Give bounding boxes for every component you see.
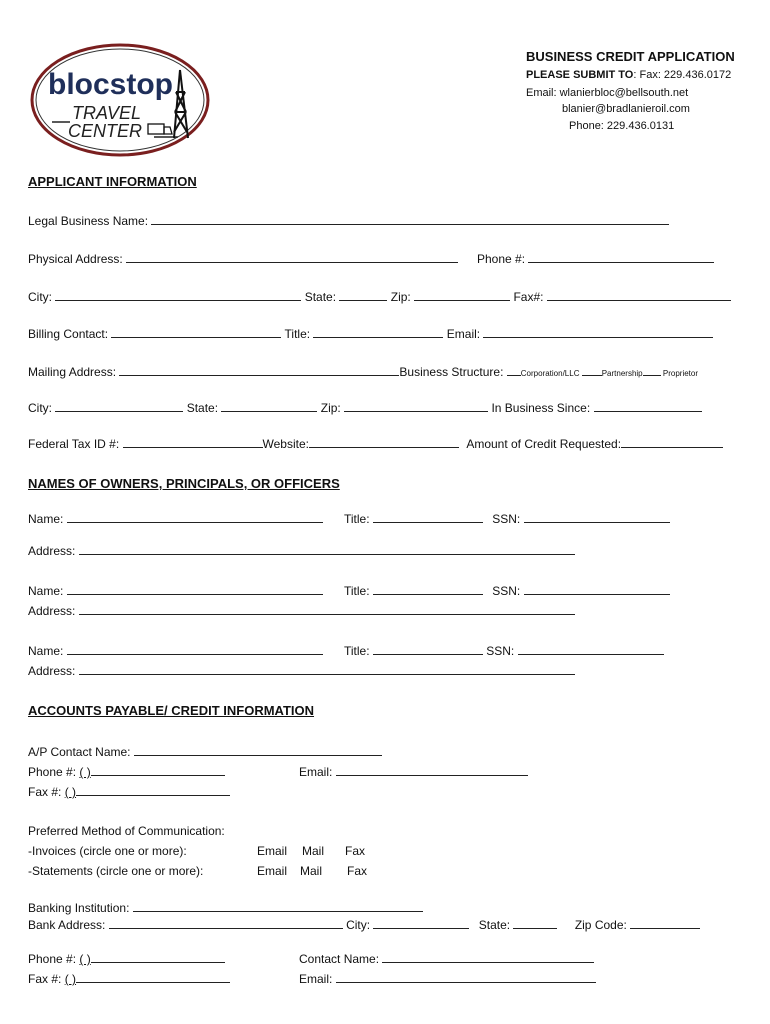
invoices-label: -Invoices (circle one or more): [28,844,187,858]
legal-name-row [28,213,669,228]
city2-row [28,400,702,415]
fax-label: Fax#: [513,290,544,304]
phone-row [477,251,714,266]
statements-mail-option[interactable]: Mail [300,864,323,878]
ap-fax-field[interactable] [76,784,230,796]
ap-email-field[interactable] [336,764,528,776]
ap-phone-row [28,764,225,779]
bank-city-field[interactable] [373,917,469,929]
logo-word-blocstop: blocstop [48,68,173,101]
ap-contact-label: A/P Contact Name: [28,745,131,759]
owner1-address-label: Address: [28,544,76,558]
federal-tax-field[interactable] [123,436,263,448]
owner3-title-row [344,643,664,658]
owner2-name-label: Name: [28,584,64,598]
owner2-address-row [28,603,575,618]
submit-email1: Email: wlanierbloc@bellsouth.net [526,87,689,99]
owner1-title-field[interactable] [373,511,483,523]
bank-email-field[interactable] [336,971,596,983]
physical-address-row [28,251,458,266]
owner2-name-row [28,583,323,598]
blocstop-travel-center-logo [28,42,212,158]
submit-phone: Phone: 229.436.0131 [569,120,675,132]
bank-phone-label: Phone #: [28,952,77,966]
zip-label: Zip: [390,290,411,304]
in-business-since-field[interactable] [594,400,702,412]
owner1-address-field[interactable] [79,543,575,555]
ap-email-row [299,764,528,779]
bank-fax-row [28,971,230,986]
proprietor-blank[interactable] [643,367,661,376]
bank-phone-field[interactable] [91,951,225,963]
logo-word-center: CENTER [68,121,143,141]
billing-contact-row [28,326,713,341]
owner2-ssn-label: SSN: [492,584,521,598]
statements-fax-option[interactable]: Fax [347,864,368,878]
website-label: Website: [262,437,309,451]
logo-word-travel: TRAVEL [72,103,142,123]
website-field[interactable] [309,436,459,448]
bank-zip-label: Zip Code: [574,918,627,932]
ap-heading: ACCOUNTS PAYABLE/ CREDIT INFORMATION [28,703,315,718]
billing-title-field[interactable] [313,326,443,338]
owner3-address-field[interactable] [79,663,575,675]
preferred-method-label: Preferred Method of Communication: [28,824,225,838]
bank-city-label: City: [346,918,371,932]
owner2-ssn-field[interactable] [524,583,670,595]
statements-email-option[interactable]: Email [257,864,288,878]
bank-address-label: Bank Address: [28,918,106,932]
zip-field[interactable] [414,289,510,301]
owner3-address-row [28,663,575,678]
ap-phone-areacode[interactable]: ( ) [79,765,91,779]
zip2-label: Zip: [320,401,341,415]
federal-tax-label: Federal Tax ID #: [28,437,120,451]
city-field[interactable] [55,289,301,301]
bank-contact-field[interactable] [382,951,594,963]
billing-title-label: Title: [284,327,311,341]
business-structure-label: Business Structure: [399,365,504,379]
owner2-title-field[interactable] [373,583,483,595]
billing-email-label: Email: [446,327,481,341]
statements-label: -Statements (circle one or more): [28,864,204,878]
credit-requested-field[interactable] [621,436,723,448]
opt-proprietor: Proprietor [662,369,698,378]
bank-state-label: State: [478,918,511,932]
legal-name-field[interactable] [151,213,669,225]
owner1-address-row [28,543,575,558]
owner3-name-row [28,643,323,658]
owner3-name-field[interactable] [67,643,323,655]
owner1-title-row [344,511,670,526]
bank-fax-label: Fax #: [28,972,62,986]
owners-heading: NAMES OF OWNERS, PRINCIPALS, OR OFFICERS [28,476,340,491]
corp-blank[interactable] [507,367,521,376]
bank-zip-field[interactable] [630,917,700,929]
ap-fax-label: Fax #: [28,785,62,799]
owner3-ssn-label: SSN: [486,644,515,658]
ap-contact-row [28,744,382,759]
opt-corp: Corporation/LLC [520,369,580,378]
ap-phone-label: Phone #: [28,765,77,779]
banking-label: Banking Institution: [28,901,130,915]
state-label: State: [304,290,337,304]
phone-field[interactable] [528,251,714,263]
owner1-ssn-label: SSN: [492,512,521,526]
physical-address-field[interactable] [126,251,458,263]
bank-contact-row [299,951,594,966]
billing-contact-field[interactable] [111,326,281,338]
owner2-address-field[interactable] [79,603,575,615]
ap-contact-field[interactable] [134,744,382,756]
banking-row [28,900,423,915]
bank-address-row [28,917,700,932]
ap-phone-field[interactable] [91,764,225,776]
city2-field[interactable] [55,400,183,412]
ap-email-label: Email: [299,765,333,779]
owner1-ssn-field[interactable] [524,511,670,523]
federal-tax-row [28,436,723,451]
submit-email2: blanier@bradlanieroil.com [562,103,690,115]
invoices-email-option[interactable]: Email [257,844,288,858]
state-field[interactable] [339,289,387,301]
invoices-mail-option[interactable]: Mail [302,844,325,858]
ap-fax-areacode[interactable]: ( ) [64,785,77,799]
business-structure-options [507,369,698,378]
owner3-ssn-field[interactable] [518,643,664,655]
invoices-fax-option[interactable]: Fax [345,844,366,858]
owner3-title-field[interactable] [373,643,483,655]
owner2-name-field[interactable] [67,583,323,595]
submit-line [526,69,731,81]
city-state-zip-row [28,289,731,304]
in-business-since-label: In Business Since: [491,401,591,415]
bank-email-row [299,971,596,986]
bank-email-label: Email: [299,972,333,986]
bank-state-field[interactable] [513,917,557,929]
credit-requested-label: Amount of Credit Requested: [466,437,622,451]
bank-contact-label: Contact Name: [299,952,380,966]
owner2-title-label: Title: [344,584,370,598]
opt-partnership: Partnership [601,369,643,378]
banking-field[interactable] [133,900,423,912]
physical-address-label: Physical Address: [28,252,123,266]
mailing-address-label: Mailing Address: [28,365,117,379]
bank-fax-areacode[interactable]: ( ) [64,972,77,986]
form-title: BUSINESS CREDIT APPLICATION [526,49,735,64]
submit-label: PLEASE SUBMIT TO [526,69,634,81]
owner1-name-field[interactable] [67,511,323,523]
partnership-blank[interactable] [582,367,602,376]
bank-phone-areacode[interactable]: ( ) [79,952,91,966]
legal-name-label: Legal Business Name: [28,214,149,228]
bank-phone-row [28,951,225,966]
state2-label: State: [186,401,219,415]
owner2-address-label: Address: [28,604,76,618]
billing-contact-label: Billing Contact: [28,327,109,341]
owner3-address-label: Address: [28,664,76,678]
billing-email-field[interactable] [483,326,713,338]
city2-label: City: [28,401,52,415]
ap-fax-row [28,784,230,799]
submit-fax: : Fax: 229.436.0172 [633,69,732,81]
applicant-heading: APPLICANT INFORMATION [28,174,197,189]
state2-field[interactable] [221,400,317,412]
owner1-name-row [28,511,323,526]
owner1-title-label: Title: [344,512,370,526]
zip2-field[interactable] [344,400,488,412]
bank-fax-field[interactable] [76,971,230,983]
owner1-name-label: Name: [28,512,64,526]
owner2-title-row [344,583,670,598]
bank-address-field[interactable] [109,917,343,929]
city-label: City: [28,290,52,304]
fax-field[interactable] [547,289,731,301]
mailing-address-row [28,364,698,379]
mailing-address-field[interactable] [119,364,399,376]
owner3-title-label: Title: [344,644,370,658]
phone-label: Phone #: [477,252,526,266]
owner3-name-label: Name: [28,644,64,658]
